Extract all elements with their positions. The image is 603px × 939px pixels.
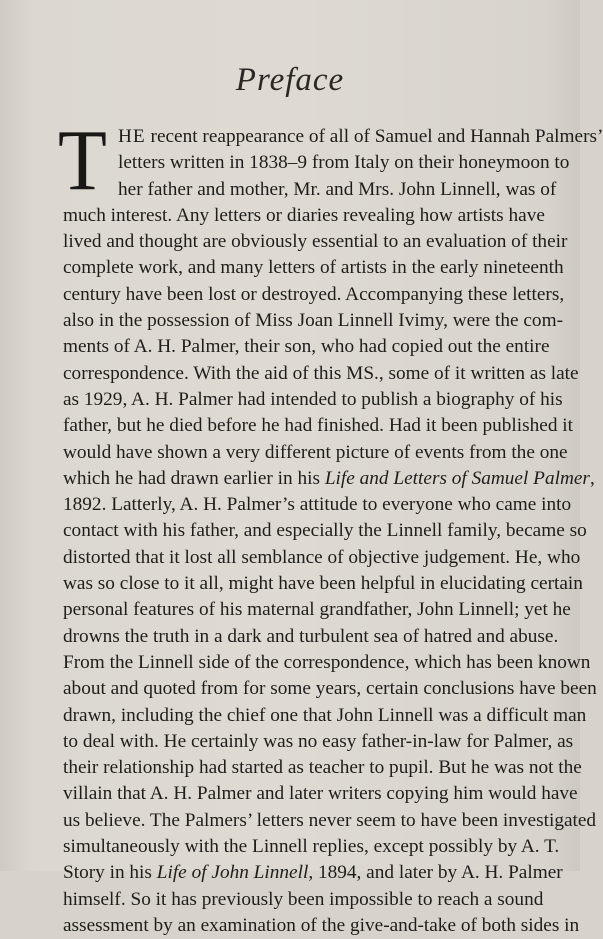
text-line: contact with his father, and especially the Linnell family, became so bbox=[63, 520, 587, 542]
italic-book-title: Life and Letters of Samuel Palmer bbox=[324, 467, 590, 489]
text-line: to deal with. He certainly was no easy father-in-law for Palmer, as bbox=[63, 730, 574, 752]
text-line-content: recent reappearance of all of Samuel and Hannah Palmers’ bbox=[145, 126, 603, 147]
text-line: would have shown a very different picture of events from the one bbox=[63, 441, 568, 463]
text-line: her father and mother, Mr. and Mrs. John Linnell, was of bbox=[118, 178, 557, 200]
text-line: ments of A. H. Palmer, their son, who had copied out the entire bbox=[63, 336, 550, 358]
text-line bbox=[63, 466, 595, 492]
text-line: about and quoted from for some years, certain conclusions have been bbox=[63, 678, 597, 700]
text-line bbox=[63, 124, 603, 150]
text-line: us believe. The Palmers’ letters never seem to have been investigated bbox=[63, 809, 597, 831]
body-text bbox=[63, 124, 603, 939]
drop-cap-letter: T bbox=[58, 113, 107, 209]
text-line: correspondence. With the aid of this MS., some of it written as late bbox=[63, 362, 579, 384]
text-line: lived and thought are obviously essential to an evaluation of their bbox=[63, 231, 568, 253]
text-line: villain that A. H. Palmer and later writers copying him would have bbox=[63, 783, 578, 805]
text-line: was so close to it all, might have been helpful in elucidating certain bbox=[63, 573, 583, 595]
italic-title-suffix: , 1894, and later by A. H. Palmer bbox=[308, 862, 563, 884]
text-line: complete work, and many letters of artists in the early nineteenth bbox=[63, 257, 564, 279]
text-line: assessment by an examination of the give-and-take of both sides in bbox=[63, 914, 580, 936]
text-line: himself. So it has previously been impossible to reach a sound bbox=[63, 888, 544, 910]
italic-book-title: Life of John Linnell bbox=[156, 862, 309, 884]
text-line: much interest. Any letters or diaries revealing how artists have bbox=[63, 204, 545, 226]
text-line: drowns the truth in a dark and turbulent sea of hatred and abuse. bbox=[63, 625, 559, 647]
text-line: their relationship had started as teacher to pupil. But he was not the bbox=[63, 757, 582, 779]
page-title: Preface bbox=[235, 62, 345, 98]
text-line-content: Story in his bbox=[63, 862, 157, 884]
text-line: personal features of his maternal grandfather, John Linnell; yet he bbox=[63, 599, 571, 621]
text-line-content: which he had drawn earlier in his bbox=[63, 467, 325, 489]
text-line: From the Linnell side of the correspondence, which has been known bbox=[63, 651, 591, 673]
text-line: simultaneously with the Linnell replies, except possibly by A. T. bbox=[63, 836, 560, 858]
text-line bbox=[63, 860, 563, 886]
italic-title-suffix: , bbox=[589, 467, 595, 489]
text-line: letters written in 1838–9 from Italy on their honeymoon to bbox=[118, 152, 570, 174]
lead-in-smallcaps: HE bbox=[118, 126, 146, 147]
text-line: century have been lost or destroyed. Accompanying these letters, bbox=[63, 283, 565, 305]
text-line: 1892. Latterly, A. H. Palmer’s attitude to everyone who came into bbox=[63, 494, 572, 516]
text-line: father, but he died before he had finished. Had it been published it bbox=[63, 415, 574, 437]
text-line: drawn, including the chief one that John Linnell was a difficult man bbox=[63, 704, 587, 726]
text-line: also in the possession of Miss Joan Linnell Ivimy, were the com- bbox=[63, 310, 563, 332]
text-line: distorted that it lost all semblance of objective judgement. He, who bbox=[63, 546, 581, 568]
text-line: as 1929, A. H. Palmer had intended to publish a biography of his bbox=[63, 388, 563, 410]
